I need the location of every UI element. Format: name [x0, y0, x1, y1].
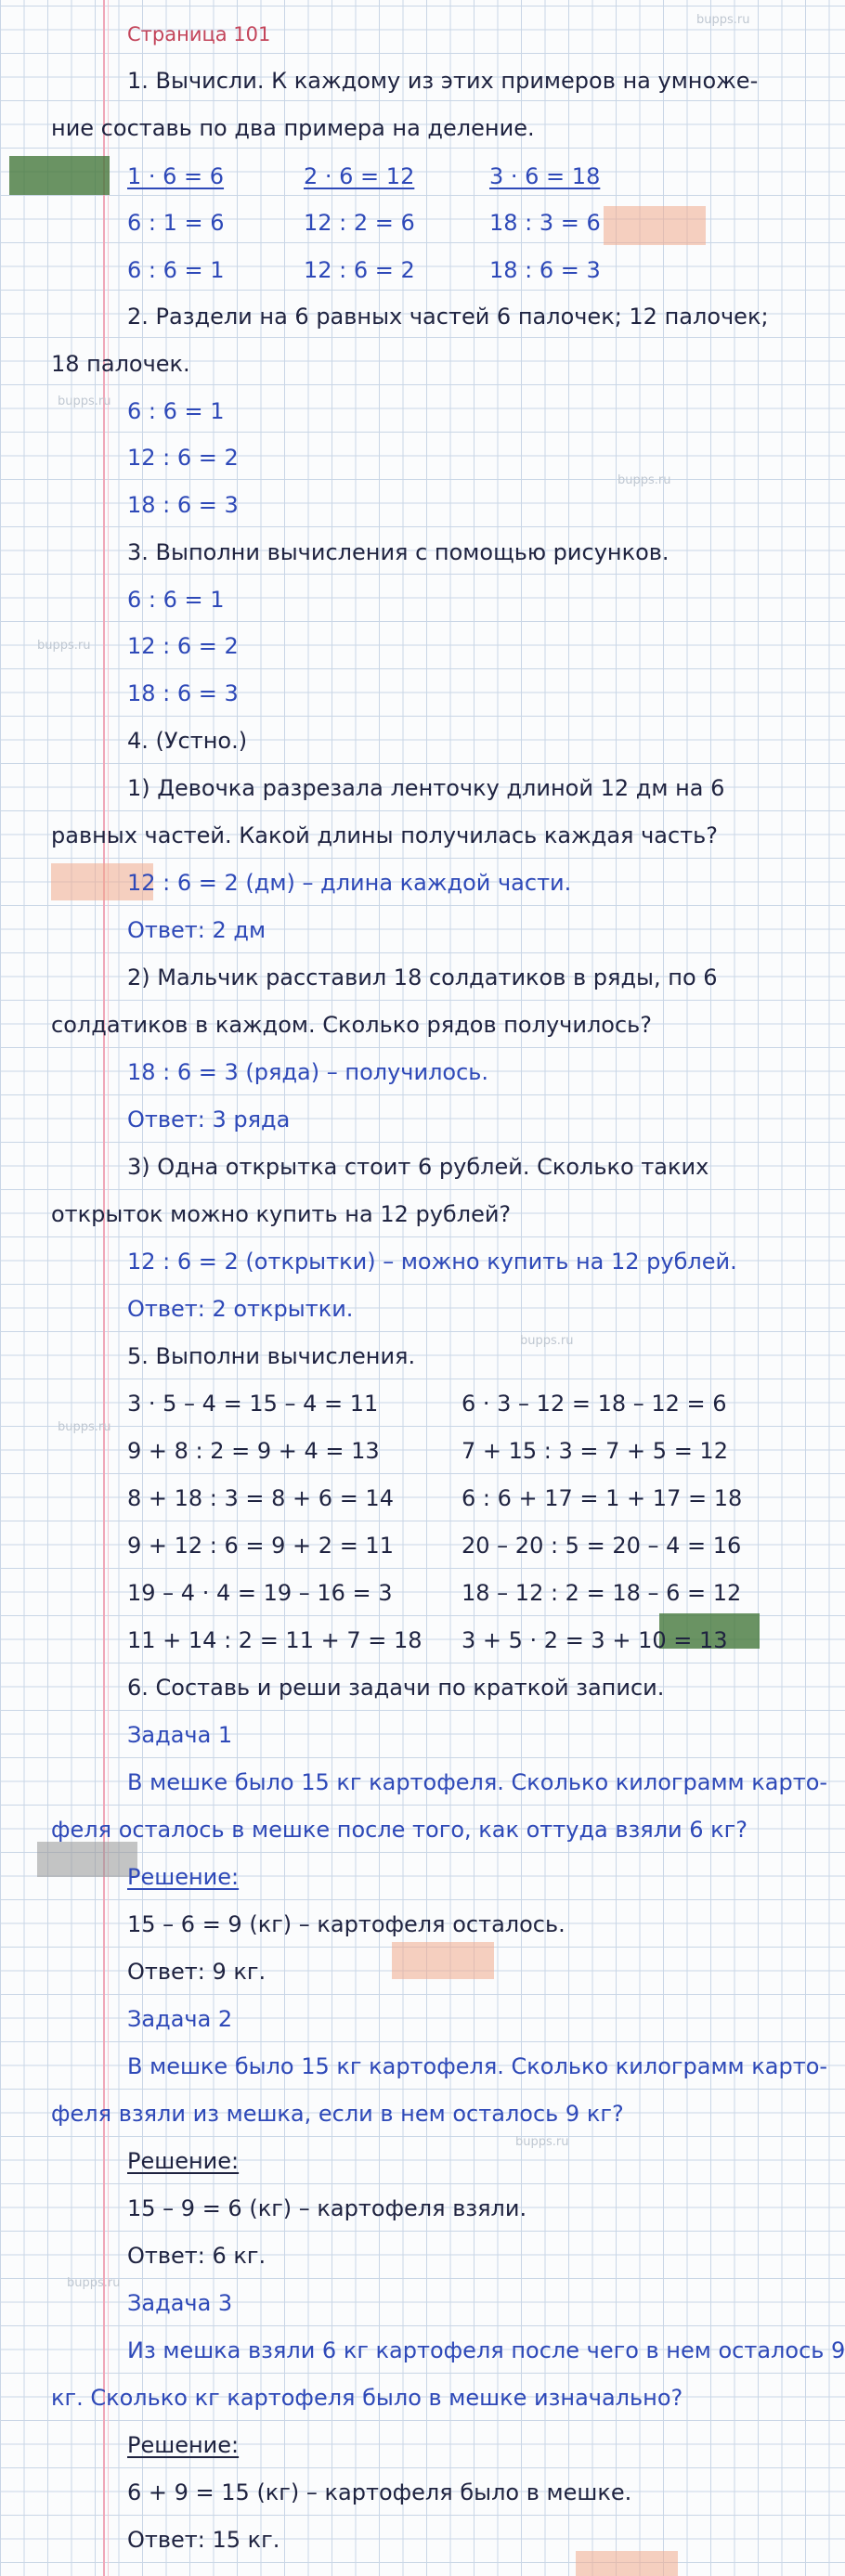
task1-text-line1: 1. Вычисли. К каждому из этих примеров на умноже- [127, 68, 759, 94]
task6-z3-line2: кг. Сколько кг картофеля было в мешке изначально? [51, 2385, 683, 2411]
notebook-margin-line-secondary [108, 0, 109, 2576]
task4-p3-line1: 3) Одна открытка стоит 6 рублей. Сколько таких [127, 1154, 709, 1180]
task1-col1-eq3: 6 : 6 = 1 [127, 257, 225, 283]
task6-z3-solution: 6 + 9 = 15 (кг) – картофеля было в мешке. [127, 2479, 632, 2505]
task1-col3-eq1: 3 · 6 = 18 [489, 163, 601, 189]
task2-text-line2: 18 палочек. [51, 351, 190, 377]
task4-p2-line2: солдатиков в каждом. Сколько рядов получилось? [51, 1012, 653, 1038]
task4-p1-line1: 1) Девочка разрезала ленточку длиной 12 дм на 6 [127, 775, 725, 801]
task6-z3-solution-label: Решение: [127, 2432, 240, 2458]
blur-block [576, 2551, 678, 2576]
task5-left-eq3: 8 + 18 : 3 = 8 + 6 = 14 [127, 1485, 394, 1511]
task4-p3-solution: 12 : 6 = 2 (открытки) – можно купить на 12 рублей. [127, 1249, 737, 1275]
task6-z2-solution-label: Решение: [127, 2148, 240, 2174]
task2-text-line1: 2. Раздели на 6 равных частей 6 палочек; 12 палочек; [127, 304, 769, 330]
task4-p1-solution: 12 : 6 = 2 (дм) – длина каждой части. [127, 870, 572, 896]
watermark: bupps.ru [58, 395, 111, 408]
watermark: bupps.ru [515, 2135, 569, 2149]
blur-block [604, 206, 706, 245]
blur-block [392, 1942, 494, 1979]
task5-left-eq4: 9 + 12 : 6 = 9 + 2 = 11 [127, 1533, 394, 1559]
task5-right-eq3: 6 : 6 + 17 = 1 + 17 = 18 [462, 1485, 743, 1511]
task5-title: 5. Выполни вычисления. [127, 1343, 416, 1369]
task4-p2-solution: 18 : 6 = 3 (ряда) – получилось. [127, 1059, 489, 1085]
task3-answer2: 12 : 6 = 2 [127, 633, 239, 659]
task5-left-eq2: 9 + 8 : 2 = 9 + 4 = 13 [127, 1438, 380, 1464]
task1-col3-eq2: 18 : 3 = 6 [489, 210, 601, 236]
task1-col2-eq2: 12 : 2 = 6 [304, 210, 415, 236]
task5-left-eq1: 3 · 5 – 4 = 15 – 4 = 11 [127, 1391, 379, 1417]
task6-z2-line1: В мешке было 15 кг картофеля. Сколько килограмм карто- [127, 2053, 828, 2079]
task4-p2-line1: 2) Мальчик расставил 18 солдатиков в ряды, по 6 [127, 964, 718, 990]
task6-z2-solution: 15 – 9 = 6 (кг) – картофеля взяли. [127, 2195, 527, 2221]
watermark: bupps.ru [58, 1420, 111, 1434]
task6-z1-line2: феля осталось в мешке после того, как оттуда взяли 6 кг? [51, 1817, 748, 1843]
watermark: bupps.ru [67, 2276, 121, 2290]
task1-col3-eq3: 18 : 6 = 3 [489, 257, 601, 283]
task6-z1-line1: В мешке было 15 кг картофеля. Сколько килограмм карто- [127, 1769, 828, 1795]
task5-left-eq6: 11 + 14 : 2 = 11 + 7 = 18 [127, 1627, 422, 1653]
task3-text: 3. Выполни вычисления с помощью рисунков. [127, 539, 670, 565]
task6-z2-answer: Ответ: 6 кг. [127, 2243, 266, 2269]
task5-right-eq2: 7 + 15 : 3 = 7 + 5 = 12 [462, 1438, 728, 1464]
task1-col1-eq2: 6 : 1 = 6 [127, 210, 225, 236]
task5-right-eq4: 20 – 20 : 5 = 20 – 4 = 16 [462, 1533, 742, 1559]
task6-z3-title: Задача 3 [127, 2290, 233, 2316]
task4-p3-answer: Ответ: 2 открытки. [127, 1296, 354, 1322]
task6-z1-title: Задача 1 [127, 1722, 233, 1748]
page-title: Страница 101 [127, 23, 271, 45]
task2-answer3: 18 : 6 = 3 [127, 492, 239, 518]
task2-answer2: 12 : 6 = 2 [127, 445, 239, 471]
watermark: bupps.ru [37, 639, 91, 653]
task6-z1-answer: Ответ: 9 кг. [127, 1959, 266, 1985]
watermark: bupps.ru [696, 13, 750, 27]
task4-title: 4. (Устно.) [127, 728, 248, 754]
task3-answer3: 18 : 6 = 3 [127, 680, 239, 706]
blur-block [9, 156, 110, 195]
task4-p1-line2: равных частей. Какой длины получилась каждая часть? [51, 822, 719, 848]
task6-z1-solution: 15 – 6 = 9 (кг) – картофеля осталось. [127, 1911, 566, 1937]
task4-p3-line2: открыток можно купить на 12 рублей? [51, 1201, 512, 1227]
task2-answer1: 6 : 6 = 1 [127, 398, 225, 424]
task6-z2-title: Задача 2 [127, 2006, 233, 2032]
task4-p2-answer: Ответ: 3 ряда [127, 1107, 291, 1133]
task1-col1-eq1: 1 · 6 = 6 [127, 163, 225, 189]
notebook-margin-line [103, 0, 105, 2576]
task6-title: 6. Составь и реши задачи по краткой записи. [127, 1675, 665, 1701]
task1-col2-eq1: 2 · 6 = 12 [304, 163, 415, 189]
task1-col2-eq3: 12 : 6 = 2 [304, 257, 415, 283]
task6-z3-answer: Ответ: 15 кг. [127, 2527, 280, 2553]
task5-right-eq5: 18 – 12 : 2 = 18 – 6 = 12 [462, 1580, 742, 1606]
task3-answer1: 6 : 6 = 1 [127, 587, 225, 613]
task6-z2-line2: феля взяли из мешка, если в нем осталось 9 кг? [51, 2101, 624, 2127]
watermark: bupps.ru [520, 1334, 574, 1348]
task6-z1-solution-label: Решение: [127, 1864, 240, 1890]
task5-right-eq6: 3 + 5 · 2 = 3 + 10 = 13 [462, 1627, 728, 1653]
task5-left-eq5: 19 – 4 · 4 = 19 – 16 = 3 [127, 1580, 393, 1606]
task6-z3-line1: Из мешка взяли 6 кг картофеля после чего в нем осталось 9 [127, 2337, 845, 2363]
task5-right-eq1: 6 · 3 – 12 = 18 – 12 = 6 [462, 1391, 727, 1417]
task4-p1-answer: Ответ: 2 дм [127, 917, 266, 943]
blur-block [37, 1842, 137, 1877]
watermark: bupps.ru [618, 473, 671, 487]
task1-text-line2: ние составь по два примера на деление. [51, 115, 535, 141]
